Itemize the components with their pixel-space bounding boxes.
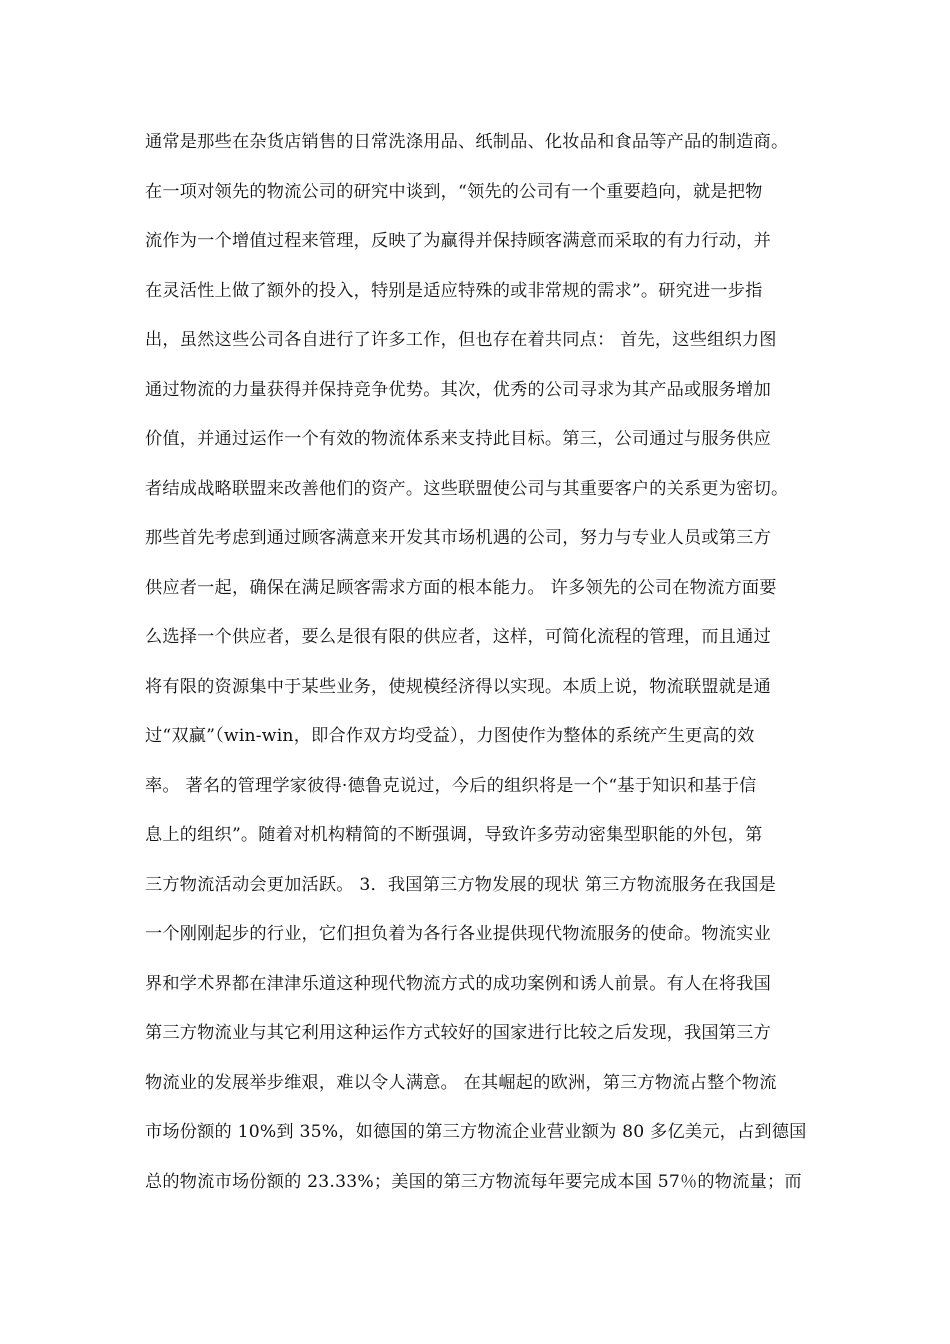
text-line: 第三方物流业与其它利用这种运作方式较好的国家进行比较之后发现，我国第三方 bbox=[145, 1023, 771, 1043]
text-line: 三方物流活动会更加活跃。 3．我国第三方物发展的现状 第三方物流服务在我国是 bbox=[145, 874, 777, 895]
text-line: 么选择一个供应者，要么是很有限的供应者，这样，可简化流程的管理，而且通过 bbox=[145, 627, 771, 647]
text-line: 将有限的资源集中于某些业务，使规模经济得以实现。本质上说，物流联盟就是通 bbox=[145, 676, 771, 697]
text-line: 通常是那些在杂货店销售的日常洗涤用品、纸制品、化妆品和食品等产品的制造商。 bbox=[145, 132, 789, 152]
text-line: 流作为一个增值过程来管理，反映了为赢得并保持顾客满意而采取的有力行动，并 bbox=[145, 231, 771, 251]
text-line: 物流业的发展举步维艰，难以令人满意。 在其崛起的欧洲，第三方物流占整个物流 bbox=[145, 1072, 777, 1093]
text-line: 通过物流的力量获得并保持竞争优势。其次，优秀的公司寻求为其产品或服务增加 bbox=[145, 379, 771, 400]
text-line: 出，虽然这些公司各自进行了许多工作，但也存在着共同点： 首先，这些组织力图 bbox=[145, 330, 777, 350]
text-line: 界和学术界都在津津乐道这种现代物流方式的成功案例和诱人前景。有人在将我国 bbox=[145, 973, 771, 994]
text-line: 那些首先考虑到通过顾客满意来开发其市场机遇的公司，努力与专业人员或第三方 bbox=[145, 528, 771, 548]
text-line: 市场份额的 10%到 35%，如德国的第三方物流企业营业额为 80 多亿美元，占到德国 bbox=[145, 1122, 807, 1142]
text-line: 息上的组织”。随着对机构精简的不断强调，导致许多劳动密集型职能的外包，第 bbox=[145, 825, 763, 845]
text-line: 在灵活性上做了额外的投入，特别是适应特殊的或非常规的需求”。研究进一步指 bbox=[145, 280, 763, 301]
text-line: 一个刚刚起步的行业，它们担负着为各行各业提供现代物流服务的使命。物流实业 bbox=[145, 924, 771, 944]
text-line: 在一项对领先的物流公司的研究中谈到，“领先的公司有一个重要趋向，就是把物 bbox=[145, 181, 763, 202]
text-line: 过“双赢”（win-win，即合作双方均受益），力图使作为整体的系统产生更高的效 bbox=[145, 726, 755, 746]
text-line: 供应者一起，确保在满足顾客需求方面的根本能力。 许多领先的公司在物流方面要 bbox=[145, 577, 777, 598]
text-line: 价值，并通过运作一个有效的物流体系来支持此目标。第三，公司通过与服务供应 bbox=[145, 429, 771, 449]
body-text bbox=[145, 118, 865, 1207]
text-line: 者结成战略联盟来改善他们的资产。这些联盟使公司与其重要客户的关系更为密切。 bbox=[145, 478, 789, 499]
text-line: 总的物流市场份额的 23.33%；美国的第三方物流每年要完成本国 57％的物流量；而 bbox=[145, 1171, 802, 1192]
text-line: 率。 著名的管理学家彼得·德鲁克说过，今后的组织将是一个“基于知识和基于信 bbox=[145, 775, 757, 796]
